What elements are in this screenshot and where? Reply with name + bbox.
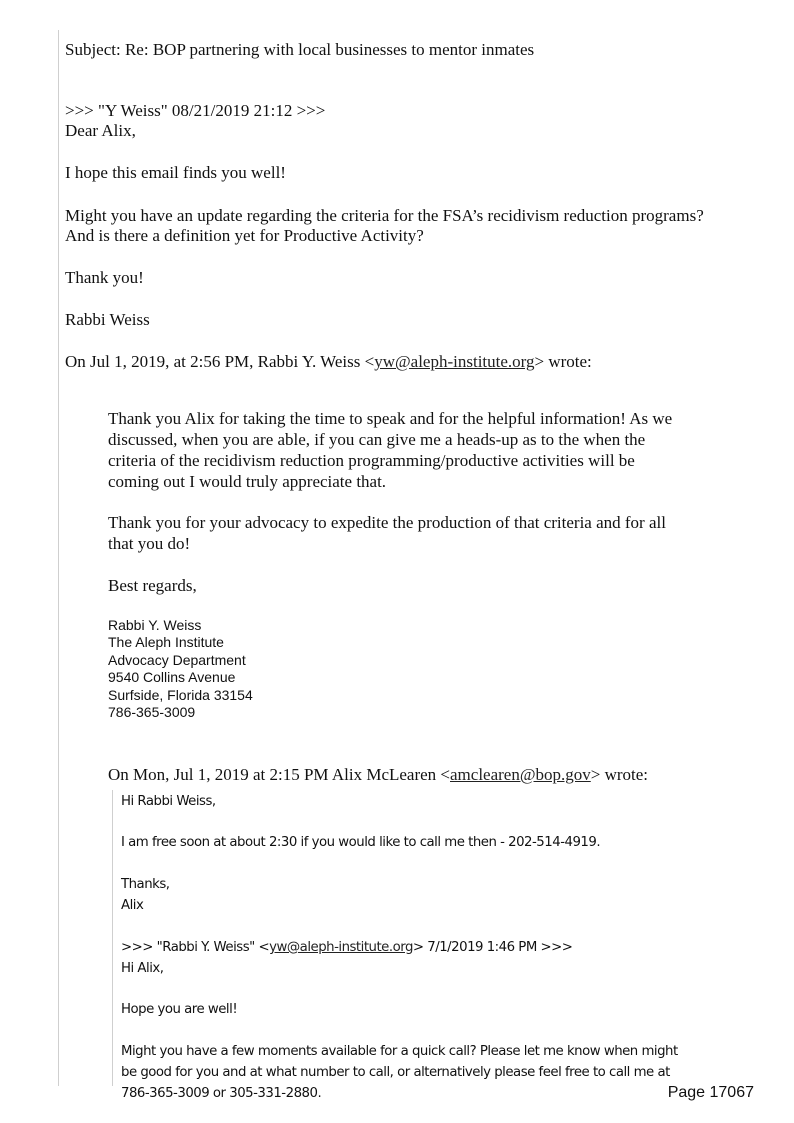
paragraph-1: I hope this email finds you well! xyxy=(65,163,286,182)
reply-paragraph-1-line-3: criteria of the recidivism reduction programming/productive activities will be xyxy=(108,451,635,470)
paragraph-2-line-2: And is there a definition yet for Productive Activity? xyxy=(65,226,424,245)
email-link-weiss-2[interactable]: yw@aleph-institute.org xyxy=(269,940,413,955)
on-wrote-line-2 xyxy=(108,765,648,785)
email-link-weiss[interactable]: yw@aleph-institute.org xyxy=(374,352,535,371)
sig-name: Rabbi Y. Weiss xyxy=(108,617,202,633)
on-wrote-2-prefix: On Mon, Jul 1, 2019 at 2:15 PM Alix McLearen < xyxy=(108,765,451,784)
quoted-thanks: Thanks, xyxy=(121,877,170,892)
quoted-name: Alix xyxy=(121,898,144,913)
reply-paragraph-2-line-1: Thank you for your advocacy to expedite the production of that criteria and for all xyxy=(108,513,666,532)
email-link-mclearen[interactable]: amclearen@bop.gov xyxy=(450,765,591,784)
on-wrote-suffix: > wrote: xyxy=(534,352,592,371)
sig-address-1: 9540 Collins Avenue xyxy=(108,669,236,685)
quoted-paragraph-2: Hope you are well! xyxy=(121,1002,238,1017)
quoted-header-suffix: > 7/1/2019 1:46 PM >>> xyxy=(412,940,573,955)
sig-org: The Aleph Institute xyxy=(108,634,224,650)
reply-paragraph-1-line-4: coming out I would truly appreciate that. xyxy=(108,472,387,491)
left-margin-rule xyxy=(58,30,59,1086)
quoted-paragraph-1: I am free soon at about 2:30 if you would like to call me then - 202-514-4919. xyxy=(121,835,601,850)
quoted-paragraph-3-line-1: Might you have a few moments available for a quick call? Please let me know when might xyxy=(121,1044,678,1059)
sig-dept: Advocacy Department xyxy=(108,652,246,668)
quote-rule xyxy=(112,790,113,1086)
on-wrote-prefix: On Jul 1, 2019, at 2:56 PM, Rabbi Y. Weiss < xyxy=(65,352,375,371)
quoted-header-prefix: >>> "Rabbi Y. Weiss" < xyxy=(121,940,270,955)
greeting: Dear Alix, xyxy=(65,121,136,140)
quoted-greeting: Hi Rabbi Weiss, xyxy=(121,794,216,809)
paragraph-2-line-1: Might you have an update regarding the criteria for the FSA’s recidivism reduction programs? xyxy=(65,206,704,225)
best-regards: Best regards, xyxy=(108,576,197,595)
message-header: >>> "Y Weiss" 08/21/2019 21:12 >>> xyxy=(65,101,326,120)
quoted-header xyxy=(121,937,572,958)
on-wrote-line xyxy=(65,352,592,372)
subject-line: Subject: Re: BOP partnering with local businesses to mentor inmates xyxy=(65,40,535,59)
sig-phone: 786-365-3009 xyxy=(108,704,196,720)
thanks-line: Thank you! xyxy=(65,268,144,287)
reply-paragraph-1-line-2: discussed, when you are able, if you can give me a heads-up as to the when the xyxy=(108,430,646,449)
on-wrote-2-suffix: > wrote: xyxy=(590,765,649,784)
reply-paragraph-2-line-2: that you do! xyxy=(108,534,191,553)
quoted-paragraph-3-line-3: 786-365-3009 or 305-331-2880. xyxy=(121,1086,322,1101)
page-number: Page 17067 xyxy=(667,1084,754,1101)
signoff: Rabbi Weiss xyxy=(65,310,150,329)
quoted-greeting-2: Hi Alix, xyxy=(121,961,164,976)
reply-paragraph-1-line-1: Thank you Alix for taking the time to speak and for the helpful information! As we xyxy=(108,409,673,428)
sig-address-2: Surfside, Florida 33154 xyxy=(108,687,253,703)
quoted-paragraph-3-line-2: be good for you and at what number to call, or alternatively please feel free to call me at xyxy=(121,1065,670,1080)
